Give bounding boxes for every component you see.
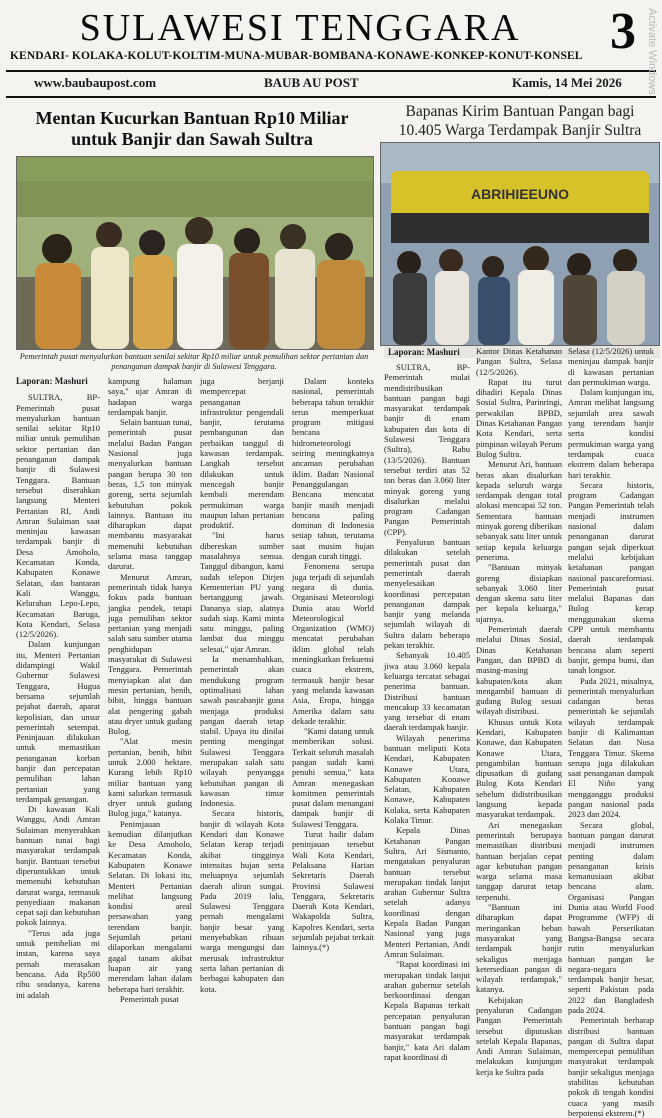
right-col-3 bbox=[568, 346, 654, 1118]
left-col4-p2: Fenomena serupa juga terjadi di sejumlah negara di dunia. Organisasi Meteorologi Dunia atau World Meteorological Organization (WMO) mencatat perubahan iklim global telah meningkatkan frekuensi cuaca ekstrem, termasuk banjir besar yang melanda kawasan Asia, Eropa, hingga Amerika dalam satu dekade terakhir. bbox=[292, 561, 374, 726]
right-col2-p6: Khusus untuk Kota Kendari, Kabupaten Konawe, dan Kabupaten Konawe Utara, pengambilan bantuan dipusatkan di gudang Bulog Kota Kendari sebelum didistribusikan langsung kepada masyarakat terdampak. bbox=[476, 716, 562, 820]
newspaper-title: SULAWESI TENGGARA bbox=[79, 7, 521, 49]
right-headline-line-2: 10.405 Warga Terdampak Banjir Sultra bbox=[398, 122, 642, 139]
left-headline-line-2: untuk Banjir dan Sawah Sultra bbox=[71, 129, 313, 149]
left-col1-p2: Dalam kunjungan itu, Menteri Pertanian didampingi Wakil Gubernur Sulawesi Tenggara, Hugua bersama sejumlah pejabat daerah, aparat kepolisian, dan unsur pemerintah setempat. Peninjauan dilakukan untuk memastikan penanganan korban banjir dan percepatan pemulihan lahan pertanian yang terdampak genangan. bbox=[16, 639, 100, 804]
left-col2-p1: kampung halaman saya," ujar Amran di hadapan warga terdampak banjir. bbox=[108, 376, 192, 417]
right-col2-p1: Kantor Dinas Ketahanan Pangan Sultra, Selasa (12/5/2026). bbox=[476, 346, 562, 377]
left-headline bbox=[12, 108, 372, 150]
left-col2-p5: Penimjauan kemudian dilanjutkan ke Desa Amoholo, Kecamatan Konda, Kabupaten Konawe Selatan. Di lokasi itu, Menteri Pertanian melihat langsung kondisi areal persawahan yang terendam banjir. Sejumlah petani dilaporkan mengalami gagal tanam akibat luapan air yang merendam lahan dalam beberapa hari terakhir. bbox=[108, 818, 192, 994]
left-col2-p3: Menurut Amran, pemerintah tidak hanya fokus pada bantuan jangka pendek, tetapi juga pemulihan sektor pertanian yang menjadi salah satu sumber utama penghidupan masyarakat di Sulawesi Tenggara. Pemerintah menyiapkan alat dan mesin pertanian, benih, bibit, hingga bantuan alat pengering gabah atau dryer untuk gudang Bulog. bbox=[108, 571, 192, 737]
right-col2-p5: Pemerintah daerah melalui Dinas Sosial, Dinas Ketahanan Pangan, dan BPBD di masing-masing kabupaten/kota akan mengambil bantuan di gudang Bulog sesuai wilayah distribusi. bbox=[476, 624, 562, 717]
regions-line: KENDARI- KOLAKA-KOLUT-KOLTIM-MUNA-MUBAR-BOMBANA-KONAWE-KONKEP-KONUT-KONSEL bbox=[10, 50, 583, 62]
left-col-4 bbox=[292, 376, 374, 1016]
page-number: 3 bbox=[610, 3, 636, 60]
right-col3-p1: Selasa (12/5/2026) untuk meninjau dampak banjir di kawasan pertanian dan permukiman warga. bbox=[568, 346, 654, 387]
right-col3-p4: Pada 2021, misalnya, pemerintah menyalurkan cadangan beras pemerintah ke sejumlah wilayah terdampak banjir di Kalimantan Selatan dan Nusa Tenggara Timur. Skema serupa juga dilakukan saat penanganan dampak El Niño yang mengganggu produksi pangan nasional pada 2023 dan 2024. bbox=[568, 675, 654, 820]
right-col2-p4: "Bantuan minyak goreng disiapkan sebanyak 3.060 liter dengan skema satu liter per kepala keluarga," ujarnya. bbox=[476, 562, 562, 624]
activation-watermark: Activate Windows bbox=[646, 8, 658, 95]
left-col3-p2: "Ini harus dibereskan sumber masalahnya semua. Tanggul dibangun, kami sudah telepon Dirjen Kementerian PU yang bertanggung jawab. Dananya siap, alatnya sudah siap. Kami minta satu minggu, paling lambat dua minggu selesai," ujar Amran. bbox=[200, 530, 284, 654]
left-headline-line-1: Mentan Kucurkan Bantuan Rp10 Miliar bbox=[35, 108, 349, 128]
left-col2-p2: Selain bantuan tunai, pemerintah pusat melalui Badan Pangan Nasional juga menyalurkan bantuan pangan berupa 30 ton beras, 1,5 ton minyak goreng, serta sejumlah kebutuhan pokok lainnya. Bantuan itu diharapkan dapat membantu masyarakat memenuhi kebutuhan selama masa tanggap darurat. bbox=[108, 417, 192, 572]
right-col2-p8: "Bantuan ini diharapkan dapat meringankan beban masyarakat yang terdampak banjir sekaligus menjaga ketersediaan pangan di wilayah terdampak," katanya. bbox=[476, 902, 562, 995]
right-col1-p5: Kepala Dinas Ketahanan Pangan Sultra, Ari Sismanto, mengatakan penyaluran bantuan tersebut merupakan tindak lanjut arahan Gubernur Sultra setelah adanya koordinasi dengan Kepala Badan Pangan Nasional yang juga Menteri Pertanian, Andi Amran Sulaiman. bbox=[384, 825, 470, 959]
right-col1-p4: Wilayah penerima bantuan meliputi Kota Kendari, Kabupaten Konawe Utara, Kabupaten Konawe Selatan, Kabupaten Konawe, Kabupaten Kolaka, serta Kabupaten Kolaka Timur. bbox=[384, 732, 470, 826]
paper-name: BAUB AU POST bbox=[264, 75, 359, 90]
right-col-2 bbox=[476, 346, 562, 1077]
right-article-byline: Laporan: Mashuri bbox=[384, 346, 660, 358]
truck-banner-text: ABRIHIEEUNO bbox=[470, 186, 570, 202]
right-headline bbox=[384, 102, 656, 140]
info-bar bbox=[6, 70, 656, 98]
left-col-1 bbox=[16, 376, 100, 1016]
left-col3-p1: juga berjanji mempercepat penanganan infrastruktur pengendali banjir, terutama pembangunan dan perbaikan tanggul di kawasan terdampak. Langkah tersebut dilakukan untuk mencegah banjir kembali merendam permukiman warga maupun lahan pertanian produktif. bbox=[200, 376, 284, 531]
right-col3-p2: Dalam kunjungan itu, Amran melihat langsung sejumlah area sawah yang terendam banjir serta kondisi permukiman warga yang terdampak cuaca ekstrem dalam beberapa hari terakhir. bbox=[568, 387, 654, 480]
right-article-photo bbox=[380, 142, 660, 346]
right-col1-p1: SULTRA, BP- Pemerintah mulai mendistribusikan bantuan pangan bagi masyarakat terdampak banjir di enam kabupaten dan kota di Sulawesi Tenggara (Sultra), Rabu (13/5/2026). Bantuan tersebut terdiri atas 52 ton beras dan 3.060 liter minyak goreng yang disalurkan melalui program Cadangan Pangan Pemerintah (CPP). bbox=[384, 362, 470, 537]
left-col4-p4: Turut hadir dalam peninjauan tersebut Wali Kota Kendari, Pelaksana Harian Sekretaris Daerah Provinsi Sulawesi Tenggara, Sekretaris Daerah Kota Kendari, Wakapolda Sultra, Kapolres Kendari, serta sejumlah pejabat terkait lainnya.(*) bbox=[292, 829, 374, 953]
left-col1-p3: Di kawasan Kali Wanggu, Andi Amran Sulaiman menyerahkan bantuan tunai bagi masyarakat terdampak banjir. Bantuan tersebut diperuntukkan untuk memenuhi kebutuhan darurat warga, termasuk penyediaan makanan cepat saji dan kebutuhan pokok lainnya. bbox=[16, 804, 100, 928]
left-photo-caption: Pemerintah pusat menyalurkan bantuan senilai sekitar Rp10 miliar untuk pemulihan sektor pertanian dan penanganan dampak banjir di Sulawesi Tenggara. bbox=[19, 352, 369, 371]
right-col2-p9: Kebijakan penyaluran Cadangan Pangan Pemerintah tersebut diputuskan setelah Kepala Bapanas, Andi Amran Sulaiman, melakukan kunjungan kerja ke Sultra pada bbox=[476, 994, 562, 1077]
right-col2-p2: Rapat itu turut dihadiri Kepala Dinas Sosial Sultra, Parinringi, perwakilan BPBD, Dinas Ketahanan Pangan Kota Kendari, serta pimpinan wilayah Perum Bulog Sultra. bbox=[476, 376, 562, 459]
right-col1-p2: Penyaluran bantuan dilakukan setelah pemerintah pusat dan pemerintah daerah menyelesaikan koordinasi percepatan penanganan dampak banjir yang melanda sejumlah wilayah di Sultra dalam beberapa pekan terakhir. bbox=[384, 537, 470, 651]
left-col4-p3: "Kami datang untuk memberikan solusi. Terkait seluruh masalah pangan sudah kami penuhi semua," kata Amran menegaskan komitmen pemerintah pusat dalam menangani dampak banjir di Sulawesi Tenggara. bbox=[292, 726, 374, 829]
right-col1-p6: "Rapat koordinasi ini merupakan tindak lanjut arahan gubernur setelah berkoordinasi dengan Kepala Bapanas terkait percepatan penyaluran bantuan pangan bagi masyarakat terdampak banjir," kata Ari dalam rapat koordinasi di bbox=[384, 959, 470, 1062]
left-col1-p1: SULTRA, BP- Pemerintah pusat menyalurkan bantuan senilai sekitar Rp10 miliar untuk pemulihan sektor pertanian dan penanganan dampak banjir di Sulawesi Tenggara. Bantuan tersebut diserahkan langsung Menteri Pertanian RI, Andi Amran Sulaiman saat meninjau kawasan terdampak banjir di Desa Amoholo, Kecamatan Konda, Kabupaten Konawe Selatan, dan bantaran Kali Wanggu, Kelurahan Lepo-Lepo, Kecamatan Baruga, Kota Kendari, Selasa (12/5/2026). bbox=[16, 392, 100, 640]
left-col1-p4: "Terus ada juga untuk pembelian mi instan, karena saya pernah merasakan bencana. Ada Rp500 ribu seadanya, karena ini adalah bbox=[16, 927, 100, 1000]
issue-date: Kamis, 14 Mei 2026 bbox=[512, 75, 622, 90]
right-headline-line-1: Bapanas Kirim Bantuan Pangan bagi bbox=[405, 103, 635, 120]
website-link[interactable]: www.baubaupost.com bbox=[34, 75, 157, 90]
right-col2-p3: Menurut Ari, bantuan beras akan disalurkan kepada seluruh warga terdampak dengan total alokasi mencapai 52 ton. Sementara bantuan minyak goreng diberikan sebanyak satu liter untuk setiap kepala keluarga penerima. bbox=[476, 459, 562, 562]
left-col2-p4: "Alat mesin pertanian, benih, bibit untuk 2.000 hektare. Kurang lebih Rp10 miliar bantuan yang kami salurkan termasuk dryer untuk gudang Bulog juga," katanya. bbox=[108, 736, 192, 819]
left-col-2 bbox=[108, 376, 192, 1016]
left-article-photo bbox=[16, 156, 374, 350]
masthead bbox=[0, 0, 662, 118]
left-col-3 bbox=[200, 376, 284, 1016]
right-col3-p5: Secara global, bantuan pangan darurat menjadi instrumen penting dalam penanganan krisis kemanusiaan akibat bencana alam. Organisasi Pangan Dunia atau World Food Programme (WFP) di bawah Perserikatan Bangsa-Bangsa secara rutin menyalurkan bantuan pangan ke negara-negara terdampak banjir besar, seperti Pakistan pada 2022 dan Bangladesh pada 2024. bbox=[568, 819, 654, 1015]
right-col3-p3: Secara historis, program Cadangan Pangan Pemerintah telah menjadi instrumen nasional dalam penanganan darurat pangan sejak diperkuat melalui kebijakan ketahanan pangan nasional pascareformasi. Pemerintah pusat melalui Bapanas dan Bulog kerap menggunakan skema CPP untuk membantu daerah terdampak bencana alam seperti banjir, gempa bumi, dan tanah longsor. bbox=[568, 479, 654, 676]
right-col1-p3: Sebanyak 10.405 jiwa atau 3.060 kepala keluarga tercatat sebagai penerima bantuan. Distribusi bantuan mencakup 33 kecamatan yang tersebar di enam daerah terdampak banjir. bbox=[384, 650, 470, 733]
right-col2-p7: Ari menegaskan pemerintah berupaya memastikan distribusi bantuan berjalan cepat agar kebutuhan pangan warga selama masa tanggap darurat tetap terpenuhi. bbox=[476, 819, 562, 902]
left-col4-p1: Dalam konteks nasional, pemerintah beberapa tahun terakhir terus memperkuat program mitigasi bencana hidrometeorologi seiring meningkatnya ancaman perubahan iklim. Badan Nasional Penanggulangan Bencana mencatat banjir masih menjadi bencana paling dominan di Indonesia setiap tahun, terutama saat musim hujan dengan curah tinggi. bbox=[292, 376, 374, 562]
left-article-byline: Laporan: Mashuri bbox=[16, 376, 88, 386]
left-col3-p4: Secara historis, banjir di wilayah Kota Kendari dan Konawe Selatan kerap terjadi akibat tingginya intensitas hujan serta meluapnya sejumlah daerah aliran sungai. Pada 2019 lalu, Sulawesi Tenggara pernah mengalami banjir besar yang menyebabkan ribuan warga mengungsi dan merusak infrastruktur serta lahan pertanian di berbagai kabupaten dan kota. bbox=[200, 808, 284, 994]
right-col-1 bbox=[384, 362, 470, 1062]
right-col3-p6: Pemerintah berharap distribusi bantuan pangan di Sultra dapat mempercepat pemulihan masyarakat terdampak banjir sekaligus menjaga stabilitas kebutuhan pokok di tengah kondisi cuaca yang masih berpotensi ekstrem.(*) bbox=[568, 1015, 654, 1118]
left-col2-p6: Pemerintah pusat bbox=[120, 993, 179, 1004]
left-col3-p3: Ia menambahkan, pemerintah akan mendukung program optimalisasi lahan sawah pascabanjir guna menjaga produksi pangan daerah tetap stabil. Upaya itu dinilai penting mengingat Sulawesi Tenggara merupakan salah satu wilayah penyangga kebutuhan pangan di kawasan timur Indonesia. bbox=[200, 654, 284, 809]
